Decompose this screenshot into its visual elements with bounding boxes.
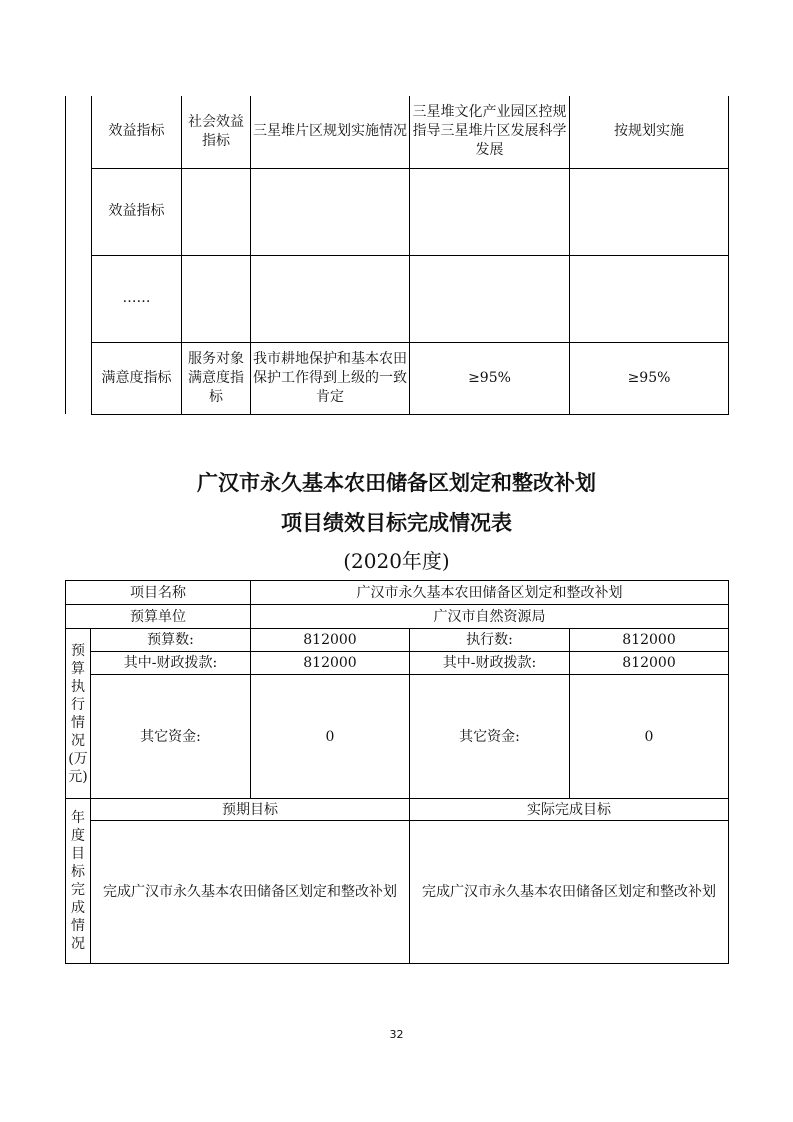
table-row — [66, 168, 729, 255]
page-subtitle: 项目绩效目标完成情况表 — [281, 511, 512, 535]
indicator-level3: 我市耕地保护和基本农田保护工作得到上级的一致肯定 — [251, 342, 410, 414]
year-label: (2020年度) — [343, 549, 450, 573]
table-row — [66, 96, 729, 168]
exec-amount-label: 执行数: — [410, 629, 570, 652]
other-funds-label: 其它资金: — [410, 675, 570, 799]
fiscal-label: 其中-财政拨款: — [91, 652, 251, 675]
indicator-actual: ≥95% — [570, 342, 729, 414]
indicator-level3: 三星堆片区规划实施情况 — [251, 96, 410, 168]
indicator-target: ≥95% — [410, 342, 570, 414]
indicator-target — [410, 168, 570, 255]
indicator-level3 — [251, 255, 410, 342]
project-name-value: 广汉市永久基本农田储备区划定和整改补划 — [251, 581, 729, 605]
table-row — [66, 342, 729, 414]
budget-unit-value: 广汉市自然资源局 — [251, 605, 729, 629]
indicator-table — [65, 96, 729, 415]
indicator-level1: 效益指标 — [92, 96, 182, 168]
project-name-label: 项目名称 — [66, 581, 251, 605]
page-title: 广汉市永久基本农田储备区划定和整改补划 — [197, 471, 596, 495]
other-funds-value: 0 — [251, 675, 410, 799]
other-funds-label: 其它资金: — [91, 675, 251, 799]
table-row — [66, 255, 729, 342]
indicator-actual — [570, 255, 729, 342]
indicator-level2: 服务对象满意度指标 — [182, 342, 251, 414]
exec-amount-value: 812000 — [570, 629, 729, 652]
indicator-level1: 满意度指标 — [92, 342, 182, 414]
indicator-level1: 效益指标 — [92, 168, 182, 255]
table-row — [66, 799, 729, 821]
indicator-level1: …… — [92, 255, 182, 342]
actual-target-label: 实际完成目标 — [410, 799, 729, 821]
table-row — [66, 675, 729, 799]
page-number: 32 — [389, 1028, 404, 1041]
blank-column — [66, 96, 92, 414]
table-row — [66, 652, 729, 675]
actual-target-value: 完成广汉市永久基本农田储备区划定和整改补划 — [410, 821, 729, 964]
budget-execution-side-label: 预算执行情况(万元) — [66, 629, 91, 799]
expected-target-value: 完成广汉市永久基本农田储备区划定和整改补划 — [91, 821, 410, 964]
expected-target-label: 预期目标 — [91, 799, 410, 821]
table-row — [66, 629, 729, 652]
table-row — [66, 581, 729, 605]
performance-table — [65, 580, 729, 964]
budget-amount-value: 812000 — [251, 629, 410, 652]
fiscal-label: 其中-财政拨款: — [410, 652, 570, 675]
fiscal-value: 812000 — [570, 652, 729, 675]
annual-target-side-label: 年度目标完成情况 — [66, 799, 91, 964]
indicator-actual — [570, 168, 729, 255]
budget-unit-label: 预算单位 — [66, 605, 251, 629]
other-funds-value: 0 — [570, 675, 729, 799]
indicator-target — [410, 255, 570, 342]
fiscal-value: 812000 — [251, 652, 410, 675]
indicator-level2: 社会效益指标 — [182, 96, 251, 168]
indicator-level3 — [251, 168, 410, 255]
indicator-level2 — [182, 255, 251, 342]
indicator-target: 三星堆文化产业园区控规指导三星堆片区发展科学发展 — [410, 96, 570, 168]
indicator-actual: 按规划实施 — [570, 96, 729, 168]
budget-amount-label: 预算数: — [91, 629, 251, 652]
indicator-level2 — [182, 168, 251, 255]
table-row — [66, 821, 729, 964]
table-row — [66, 605, 729, 629]
